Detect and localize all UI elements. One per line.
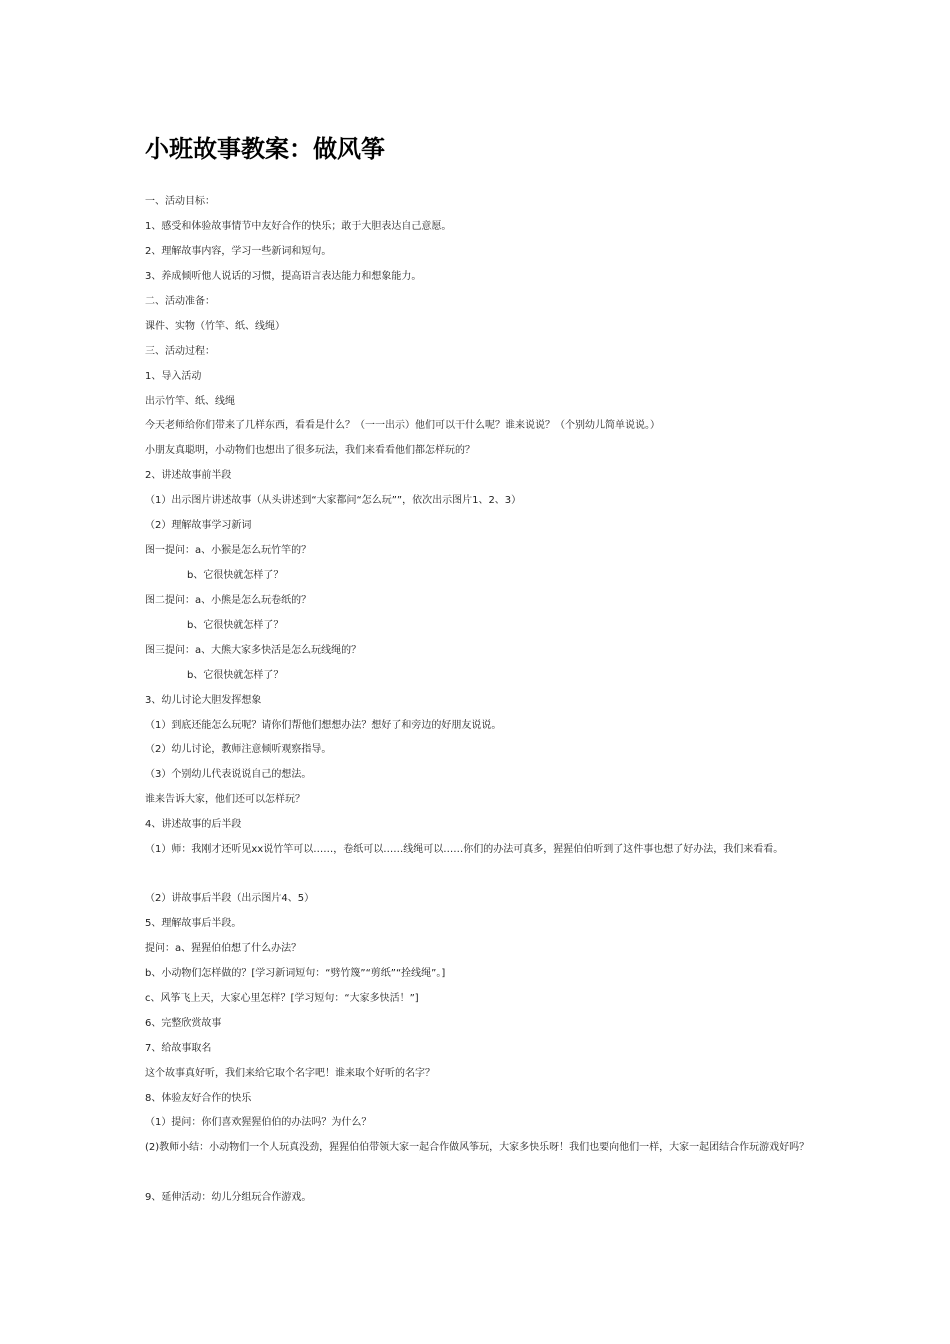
- text-line: 6、完整欣赏故事: [145, 1018, 222, 1029]
- text-line: 谁来告诉大家，他们还可以怎样玩？: [145, 794, 305, 805]
- document-title: 小班故事教案：做风筝: [145, 134, 385, 163]
- text-line: （2）讲故事后半段（出示图片4、5）: [145, 893, 315, 904]
- text-line: b、它很快就怎样了？: [187, 620, 284, 631]
- text-line: 1、感受和体验故事情节中友好合作的快乐；敢于大胆表达自己意愿。: [145, 221, 452, 232]
- text-line: c、风筝飞上天，大家心里怎样？[学习短句：“大家多快活！”]: [145, 993, 419, 1004]
- text-line: （3）个别幼儿代表说说自己的想法。: [145, 769, 312, 780]
- text-line: （1）到底还能怎么玩呢？请你们帮他们想想办法？想好了和旁边的好朋友说说。: [145, 720, 502, 731]
- text-line: b、小动物们怎样做的？[学习新词短句：“劈竹篾”“剪纸”“拴线绳”。]: [145, 968, 446, 979]
- text-line: 图一提问：a、小猴是怎么玩竹竿的？: [145, 545, 312, 556]
- text-line: b、它很快就怎样了？: [187, 570, 284, 581]
- text-paragraph: （1）师：我刚才还听见xx说竹竿可以……，卷纸可以……线绳可以……你们的办法可真多，猩猩伯伯听到了这件事也想了好办法，我们来看看。: [145, 844, 784, 855]
- text-line: 2、理解故事内容，学习一些新词和短句。: [145, 246, 332, 257]
- text-line: 9、延伸活动：幼儿分组玩合作游戏。: [145, 1192, 312, 1203]
- text-line: 课件、实物（竹竿、纸、线绳）: [145, 321, 285, 332]
- text-line: 3、幼儿讨论大胆发挥想象: [145, 695, 262, 706]
- text-line: 7、给故事取名: [145, 1043, 212, 1054]
- text-line: 4、讲述故事的后半段: [145, 819, 242, 830]
- text-line: 3、养成倾听他人说话的习惯，提高语言表达能力和想象能力。: [145, 271, 422, 282]
- text-line: 5、理解故事后半段。: [145, 918, 242, 929]
- text-paragraph: (2)教师小结：小动物们一个人玩真没劲，猩猩伯伯带领大家一起合作做风筝玩，大家多快乐呀！我们也要向他们一样，大家一起团结合作玩游戏好吗？: [145, 1142, 810, 1153]
- text-line: 提问：a、猩猩伯伯想了什么办法？: [145, 943, 302, 954]
- text-line: 出示竹竿、纸、线绳: [145, 396, 235, 407]
- text-line: 三、活动过程：: [145, 346, 215, 357]
- text-line: 图二提问：a、小熊是怎么玩卷纸的？: [145, 595, 312, 606]
- text-line: 小朋友真聪明，小动物们也想出了很多玩法，我们来看看他们都怎样玩的？: [145, 445, 475, 456]
- text-line: 一、活动目标：: [145, 196, 215, 207]
- text-line: 1、导入活动: [145, 371, 202, 382]
- text-line: 今天老师给你们带来了几样东西，看看是什么？（一一出示）他们可以干什么呢？谁来说说？（个别幼儿简单说说。）: [145, 420, 660, 431]
- text-line: （1）提问：你们喜欢猩猩伯伯的办法吗？为什么？: [145, 1117, 372, 1128]
- text-line: （1）出示图片讲述故事（从头讲述到“大家都问“怎么玩””，依次出示图片1、2、3）: [145, 495, 522, 506]
- text-line: b、它很快就怎样了？: [187, 670, 284, 681]
- text-line: 二、活动准备：: [145, 296, 215, 307]
- text-line: （2）幼儿讨论，教师注意倾听观察指导。: [145, 744, 332, 755]
- text-line: 这个故事真好听，我们来给它取个名字吧！谁来取个好听的名字？: [145, 1068, 435, 1079]
- text-line: 8、体验友好合作的快乐: [145, 1093, 252, 1104]
- text-line: （2）理解故事学习新词: [145, 520, 252, 531]
- text-line: 2、讲述故事前半段: [145, 470, 232, 481]
- text-line: 图三提问：a、大熊大家多快活是怎么玩线绳的？: [145, 645, 362, 656]
